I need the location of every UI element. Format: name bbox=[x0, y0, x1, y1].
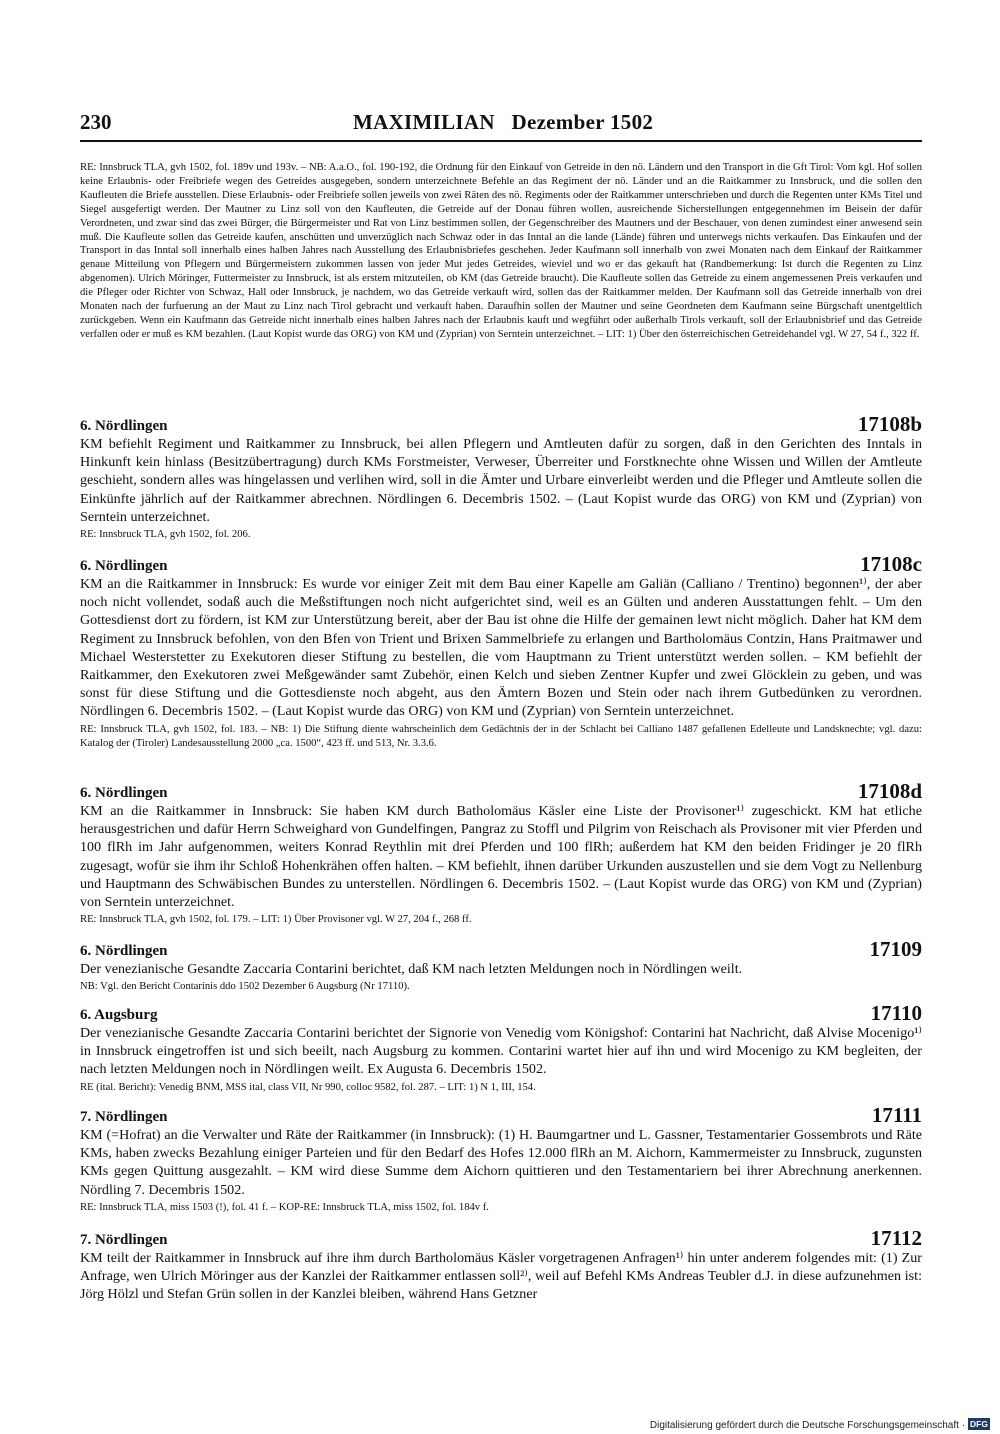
entry-17109 bbox=[80, 937, 922, 994]
page-header bbox=[80, 110, 922, 142]
entry-number: 17109 bbox=[869, 937, 922, 961]
entry-number: 17108d bbox=[857, 779, 922, 803]
entry-heading bbox=[80, 779, 922, 803]
entry-number: 17108b bbox=[857, 412, 922, 436]
entry-date-place: 6. Nördlingen bbox=[80, 558, 168, 574]
entry-17108d bbox=[80, 779, 922, 927]
entry-date-place: 7. Nördlingen bbox=[80, 1109, 168, 1125]
entry-note: RE: Innsbruck TLA, gvh 1502, fol. 179. – LIT: 1) Über Provisoner vgl. W 27, 204 f., 268 ff. bbox=[80, 914, 472, 926]
entry-17108c bbox=[80, 552, 922, 750]
entry-heading bbox=[80, 412, 922, 436]
entry-date-place: 6. Nördlingen bbox=[80, 943, 168, 959]
footer-text: Digitalisierung gefördert durch die Deutsche Forschungsgemeinschaft · bbox=[649, 1420, 966, 1431]
entry-heading bbox=[80, 937, 922, 961]
entry-note: RE (ital. Bericht): Venedig BNM, MSS ital, class VII, Nr 990, colloc 9582, fol. 287. – LIT: 1) N 1, III, 154. bbox=[80, 1081, 536, 1093]
entry-text: KM befiehlt Regiment und Raitkammer zu Innsbruck, bei allen Pflegern und Amtleuten dafür zu sorgen, daß in den Gerichten des Inntals in Hinkunft kein hinlass (Besitzübertragung) durch KMs Forstmeister, Verweser, Überreiter und Forstknechte ohne Wissen und Willen der Amtleute geschieht, sondern alles was hingelassen und verlihen wird, soll in die Ämter und Urbare einverleibt werden und die Pfleger und Amtleute sollen die Einkünfte jährlich auf der Raitkammer abrechnen. Nördlingen 6. Decembris 1502. – (Laut Kopist wurde das ORG) von KM und (Zyprian) von Serntein unterzeichnet. bbox=[80, 436, 922, 525]
entry-note: RE: Innsbruck TLA, gvh 1502, fol. 183. – NB: 1) Die Stiftung diente wahrscheinlich dem Gedächtnis der in der Schlacht bei Calliano 1487 gefallenen Edelleute und Landsknechte; vgl. dazu: Katalog der (Tiroler) Landesausstellung 2000 „ca. 1500“, 423 ff. und 513, Nr. 3.3.6. bbox=[80, 723, 922, 749]
entry-date-place: 6. Nördlingen bbox=[80, 785, 168, 801]
entry-number: 17111 bbox=[871, 1103, 922, 1127]
intro-note: RE: Innsbruck TLA, gvh 1502, fol. 189v und 193v. – NB: A.a.O., fol. 190-192, die Ordnung für den Einkauf von Getreide in den nö. Ländern und den Transport in die Gft Tirol: Vom kgl. Hof sollen keine Erlaubnis- oder Freibriefe wegen des Getreides ausgegeben, sondern unterzeichnete Befehle an das Regiment der nö. Länder und an die Raitkammer zu Innsbruck, und die sollen den Kaufleuten die Briefe ausstellen. Diese Erlaubnis- oder Freibriefe sollen jeweils von zwei Räten des nö. Regiments oder der Raitkammer unterschrieben und durch die Regenten unter KMs Titel und Siegel ausgefertigt werden. Der Mautner zu Linz soll von den Kaufleuten, die Getreide auf der Donau führen wollen, ausreichende Sicherstellungen entgegennehmen im Beisein der dafür Verordneten, und zwar sind das zwei Bürger, die Bürgermeister und Rat von Linz bestimmen sollen, der Gegenschreiber des Mautners und der Beschauer, von denen zumindest einer anwesend sein muß. Die Kaufleute sollen das Getreide kaufen, anschütten und unverzüglich nach Schwaz oder in das Inntal an die lande (Lände) führen und unterwegs nichts verkaufen. Das Einkaufen und der Transport in das Inntal soll innerhalb eines halben Jahres nach Ausstellung des Erlaubnisbriefes geschehen. Jeder Kaufmann soll innerhalb von zwei Monaten nach dem Einkauf der Raitkammer genaue Mitteilung von Pflegern und Bürgermeistern zukommen lassen von jeder Mut jedes Getreides, wieviel und wo er das gekauft hat (Randbemerkung: Ist durch die Regenten zu Linz abgenomen). Ulrich Möringer, Futtermeister zu Innsbruck, ist als erstem mitzuteilen, ob KM (das Getreide braucht). Die Kaufleute sollen das Getreide zu einem angemessenen Preis verkaufen und die Pfleger oder Richter von Schwaz, Hall oder Innsbruck, je nachdem, wo das Getreide verkauft wird, sollen das der Raitkammer melden. Der Kaufmann soll das Getreide innerhalb von drei Monaten nach der furfuerung an der Maut zu Linz nach Tirol gebracht und verkauft haben. Daraufhin sollen der Mautner und seine Geordneten dem Kaufmann seine Bürgschaft unentgeltlich zurückgeben. Wenn ein Kaufmann das Getreide nicht innerhalb eines halben Jahres nach der Erlaubnis kauft und wegführt oder außerhalb Tirols verkauft, soll der Erlaubnisbrief und das Getreide verfallen oder er muß es KM bezahlen. (Laut Kopist wurde das ORG) von KM und (Zyprian) von Serntein unterzeichnet. – LIT: 1) Über den österreichischen Getreidehandel vgl. W 27, 54 f., 322 ff. bbox=[80, 162, 922, 340]
entry-17108b bbox=[80, 412, 922, 542]
entry-17111 bbox=[80, 1103, 922, 1215]
page-number: 230 bbox=[80, 110, 112, 134]
entry-date-place: 7. Nördlingen bbox=[80, 1232, 168, 1248]
entry-number: 17112 bbox=[870, 1226, 922, 1250]
entry-text: KM teilt der Raitkammer in Innsbruck auf ihre ihm durch Bartholomäus Käsler vorgetragenen Anfragen¹⁾ hin unter anderem folgendes mit: (1) Zur Anfrage, wen Ulrich Möringer aus der Kanzlei der Raitkammer entlassen soll²⁾, weil auf Befehl KMs Andreas Teubler d.J. in diese aufzunehmen ist: Jörg Hölzl und Stefan Grün sollen in der Kanzlei bleiben, während Hans Getzner bbox=[80, 1250, 922, 1303]
entry-heading bbox=[80, 552, 922, 576]
entry-17112 bbox=[80, 1226, 922, 1304]
entry-number: 17108c bbox=[860, 552, 922, 576]
entry-text: KM an die Raitkammer in Innsbruck: Sie haben KM durch Batholomäus Käsler eine Liste der Provisoner¹⁾ zugeschickt. KM hat etliche herausgestrichen und dafür Herrn Schweighard von Gundelfingen, Pangraz zu Stoffl und Pilgrim von Reischach als Provisoner mit vier Pferden und 100 flRh im Jahr aufgenommen, weiters Konrad Reythlin mit drei Pferden und 100 flRh; außerdem hat KM den beiden Fridinger je 20 flRh zugesagt, wofür sie ihm ihr Schloß Hohenkrähen offen halten. – KM befiehlt, ihnen darüber Urkunden auszustellen und sie dem Vogt zu Nellenburg und Hauptmann des Schwäbischen Bundes zu unterstellen. Nördlingen 6. Decembris 1502. – (Laut Kopist wurde das ORG) von KM und (Zyprian) von Serntein unterzeichnet. bbox=[80, 803, 922, 911]
entry-heading bbox=[80, 1103, 922, 1127]
entry-note: RE: Innsbruck TLA, miss 1503 (!), fol. 41 f. – KOP-RE: Innsbruck TLA, miss 1502, fol. 184v f. bbox=[80, 1201, 489, 1213]
entry-text: KM an die Raitkammer in Innsbruck: Es wurde vor einiger Zeit mit dem Bau einer Kapelle am Galiän (Calliano / Trentino) begonnen¹⁾, der aber noch nicht vollendet, sodaß auch die Meßstiftungen noch nicht aufgerichtet sind, weil es an Gülten und anderen Ausstattungen fehlt. – Um den Gottesdienst dort zu fördern, ist KM zur Unterstützung bereit, aber der Bau ist ohne die Hilfe der gemainen lewt nicht möglich. Daher hat KM dem Regiment zu Innsbruck befohlen, von den Bfen von Trient und Brixen Sammelbriefe zu erlangen und Bartholomäus Contzin, Hans Praitmawer und Michael Westerstetter zu Exekutoren dieser Stiftung zu bestellen, die vom Hauptmann zu Trient unterstützt werden sollen. – KM befiehlt der Raitkammer, den Exekutoren zwei Meßgewänder samt Zubehör, einen Kelch und sieben Zentner Kupfer und zwei Glöcklein zu geben, und was sonst für diese Stiftung und die Gottesdienste noch abgeht, aus den Ämtern Bozen und Stein oder nach ihrem Gutbedünken zu verordnen. Nördlingen 6. Decembris 1502. – (Laut Kopist wurde das ORG) von KM und (Zyprian) von Serntein unterzeichnet. bbox=[80, 576, 922, 720]
entry-number: 17110 bbox=[870, 1001, 922, 1025]
entry-text: KM (=Hofrat) an die Verwalter und Räte der Raitkammer (in Innsbruck): (1) H. Baumgartner und L. Gassner, Testamentarier Gossembrots und Räte KMs, haben zwecks Bezahlung einiger Parteien und für den Bedarf des Hofes 12.000 flRh an M. Aichorn, Kammermeister zu Innsbruck, zugunsten KMs gegen Quittung ausgezahlt. – KM wird diese Summe dem Aichorn quittieren und den Testamentariern bei ihrer Abrechnung anerkennen. Nördling 7. Decembris 1502. bbox=[80, 1127, 922, 1198]
entry-17110 bbox=[80, 1001, 922, 1095]
entry-text: Der venezianische Gesandte Zaccaria Contarini berichtet, daß KM nach letzten Meldungen noch in Nördlingen weilt. bbox=[80, 961, 743, 977]
entry-text: Der venezianische Gesandte Zaccaria Contarini berichtet der Signorie von Venedig vom Königshof: Contarini hat Nachricht, daß Alvise Mocenigo¹⁾ in Innsbruck eingetroffen ist und sich beeilt, nach Augsburg zu kommen. Contarini wartet hier auf ihn und wird Mocenigo zu KM begleiten, der nach letzten Meldungen noch in Nördlingen weilt. Ex Augusta 6. Decembris 1502. bbox=[80, 1025, 922, 1078]
entry-date-place: 6. Augsburg bbox=[80, 1007, 158, 1023]
entry-note: RE: Innsbruck TLA, gvh 1502, fol. 206. bbox=[80, 529, 251, 541]
dfg-logo: DFG bbox=[970, 1419, 988, 1429]
entry-date-place: 6. Nördlingen bbox=[80, 418, 168, 434]
entry-heading bbox=[80, 1226, 922, 1250]
footer-credit bbox=[650, 1418, 990, 1432]
running-title: MAXIMILIAN Dezember 1502 bbox=[353, 110, 654, 134]
entry-note: NB: Vgl. den Bericht Contarinis ddo 1502 Dezember 6 Augsburg (Nr 17110). bbox=[80, 981, 410, 993]
entry-heading bbox=[80, 1001, 922, 1025]
